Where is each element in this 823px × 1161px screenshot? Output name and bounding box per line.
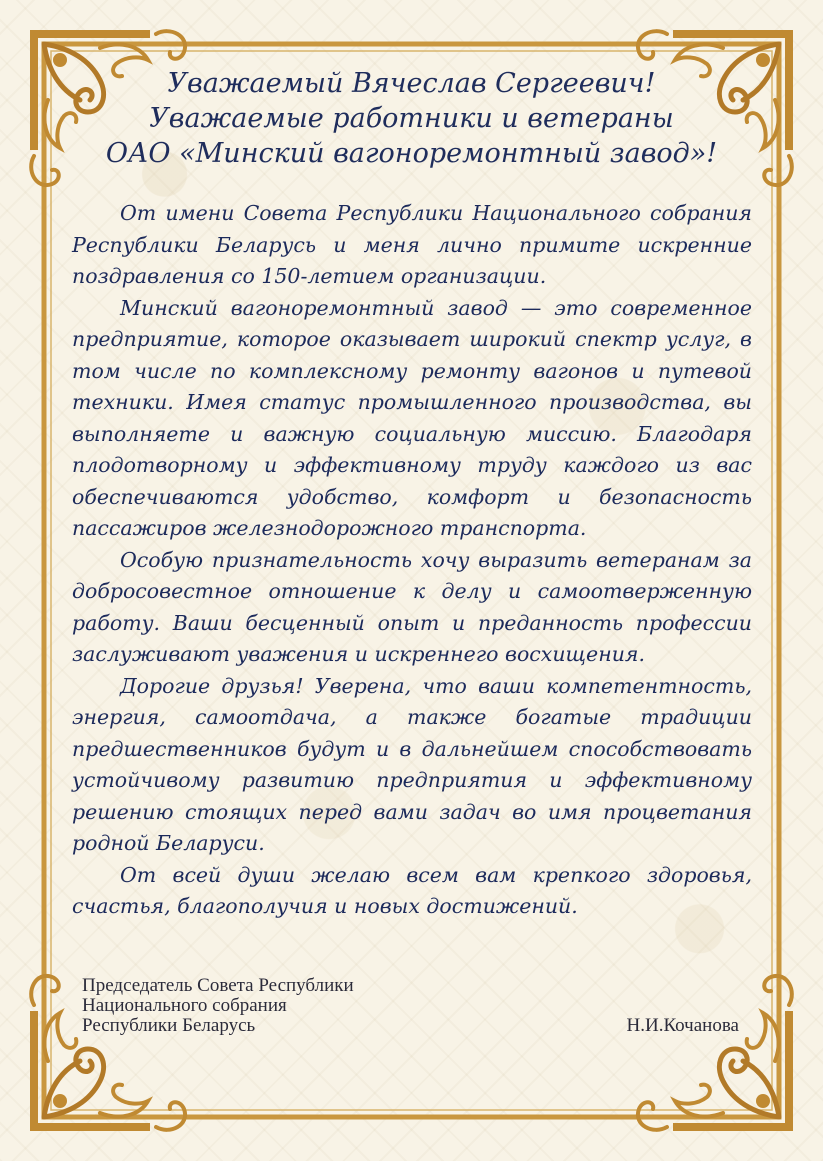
paragraph-1: От имени Совета Республики Национального собрания Республики Беларусь и меня лично примите искренние поздравления со 150-летием организации. — [72, 201, 752, 288]
position-line-2: Национального собрания — [82, 995, 287, 1016]
paragraph-5: От всей души желаю всем вам крепкого здоровья, счастья, благополучия и новых достижений. — [72, 862, 752, 918]
signature-name: Н.И.Кочанова — [626, 1015, 739, 1036]
letter-header — [60, 66, 763, 171]
paragraph-3: Особую признательность хочу выразить ветеранам за добросовестное отношение к делу и самоотверженную работу. Ваши бесценный опыт и преданность профессии заслуживают уважения и искреннего восхищения. — [72, 547, 752, 666]
header-line-3: ОАО «Минский вагоноремонтный завод»! — [105, 138, 718, 169]
header-line-2: Уважаемые работники и ветераны — [149, 103, 674, 134]
position-line-1: Председатель Совета Республики — [82, 975, 354, 996]
letter-body — [72, 198, 752, 923]
signature-position — [82, 976, 354, 1036]
position-line-3: Республики Беларусь — [82, 1015, 256, 1036]
corner-ornament-bottom-right — [638, 976, 793, 1131]
header-line-1: Уважаемый Вячеслав Сергеевич! — [167, 68, 656, 99]
paragraph-4: Дорогие друзья! Уверена, что ваши компетентность, энергия, самоотдача, а также богатые традиции предшественников будут и в дальнейшем способствовать устойчивому развитию предприятия и эффективному решению стоящих перед вами задач во имя процветания родной Беларуси. — [72, 673, 752, 855]
paragraph-2: Минский вагоноремонтный завод — это современное предприятие, которое оказывает широкий спектр услуг, в том числе по комплексному ремонту вагонов и путевой техники. Имея статус промышленного производства, вы выполняете и важную социальную миссию. Благодаря плодотворному и эффективному труду каждого из вас обеспечиваются удобство, комфорт и безопасность пассажиров железнодорожного транспорта. — [72, 295, 752, 540]
